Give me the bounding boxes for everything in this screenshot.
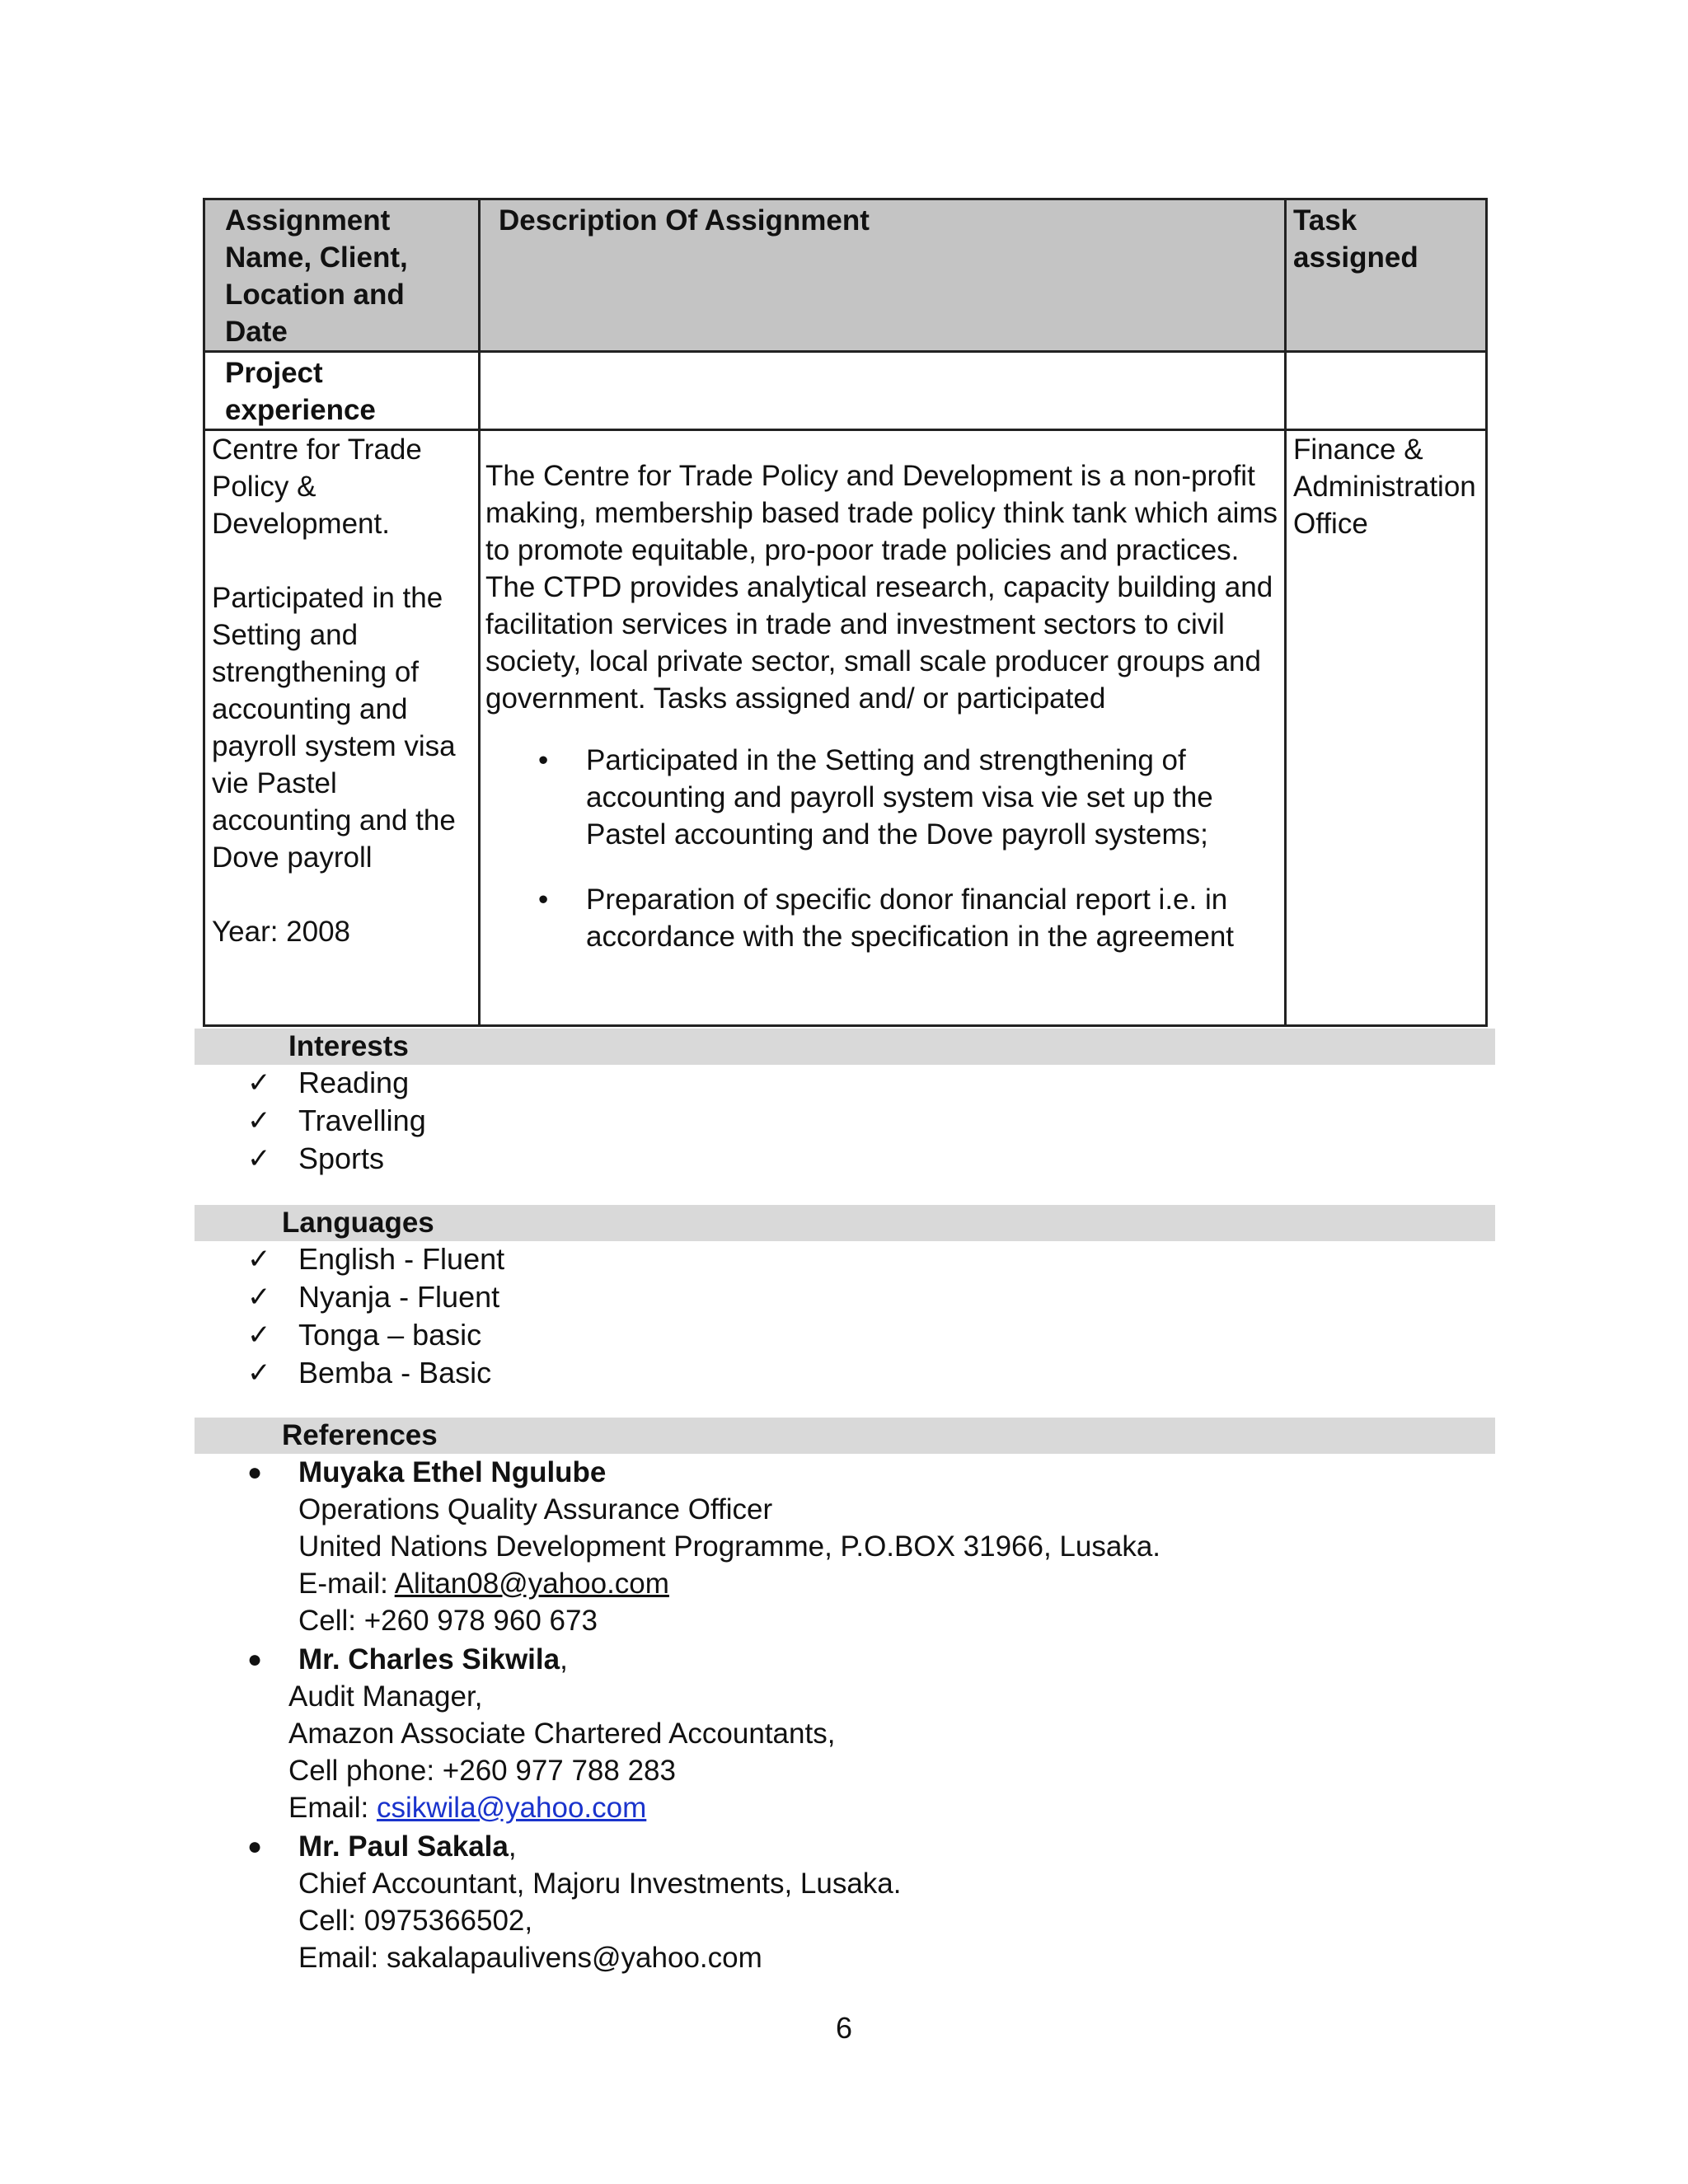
empty-cell <box>1286 352 1487 430</box>
task-text: Finance & Administration Office <box>1293 434 1476 540</box>
bullet-icon: ● <box>247 1833 263 1860</box>
languages-heading-bar <box>195 1205 1495 1241</box>
reference-title: Audit Manager, <box>288 1680 483 1713</box>
page-number: 6 <box>835 2011 853 2045</box>
checkmark-icon: ✓ <box>247 1319 271 1351</box>
description-text: The Centre for Trade Policy and Development is a non-profit making, membership based trade policy think tank which aims to promote equitable, pro-poor trade policies and practices. The CTPD provides analytical research, capacity building and facilitation services in trade and investment sectors to civil society, local private sector, small scale producer groups and government. Tasks assigned and/ or participated <box>485 460 1278 715</box>
project-experience-label: Project experience <box>225 357 376 426</box>
task-bullet-list <box>485 742 1279 955</box>
reference-entry: ● Mr. Paul Sakala, Chief Accountant, Majoru Investments, Lusaka. Cell: 0975366502, Email: sakalapaulivens@yahoo.com <box>247 1828 1160 1976</box>
description-cell <box>480 430 1286 1026</box>
list-item: ✓ Bemba - Basic <box>247 1354 504 1392</box>
interests-list <box>247 1064 426 1178</box>
bullet-icon: • <box>538 744 549 776</box>
assignment-cell <box>204 430 480 1026</box>
table-row <box>204 430 1487 1026</box>
reference-entry: ● Mr. Charles Sikwila, Audit Manager, Amazon Associate Chartered Accountants, Cell phone: +260 977 788 283 Email: csikwila@yahoo.com <box>247 1641 1160 1826</box>
checkmark-icon: ✓ <box>247 1244 271 1275</box>
header-description-cell <box>480 199 1286 352</box>
bullet-icon: • <box>538 883 549 916</box>
header-description: Description Of Assignment <box>499 204 870 237</box>
list-item: ✓ Nyanja - Fluent <box>247 1278 504 1316</box>
checkmark-icon: ✓ <box>247 1143 271 1174</box>
list-item: ✓ Reading <box>247 1064 426 1102</box>
reference-title: Operations Quality Assurance Officer <box>298 1493 773 1526</box>
table-header-row <box>204 199 1487 352</box>
project-experience-cell <box>204 352 480 430</box>
list-item: ✓ Travelling <box>247 1102 426 1140</box>
references-heading-bar <box>195 1418 1495 1454</box>
assignment-text: Centre for Trade Policy & Development. Participated in the Setting and strengthening of accounting and payroll system visa vie Pastel accounting and the Dove payroll Year: 2008 <box>212 434 456 948</box>
header-assignment-cell <box>204 199 480 352</box>
references-heading: References <box>282 1419 438 1451</box>
checkmark-icon: ✓ <box>247 1067 271 1099</box>
reference-email: Email: sakalapaulivens@yahoo.com <box>298 1942 762 1974</box>
reference-org: United Nations Development Programme, P.O.BOX 31966, Lusaka. <box>298 1530 1161 1563</box>
languages-heading: Languages <box>282 1207 434 1239</box>
list-item: • Preparation of specific donor financial report i.e. in accordance with the specification in the agreement <box>485 881 1279 955</box>
reference-entry <box>247 1454 1160 1639</box>
list-item: • Participated in the Setting and strengthening of accounting and payroll system visa vie set up the Pastel accounting and the Dove payroll systems; <box>485 742 1279 853</box>
header-assignment: Assignment Name, Client, Location and Date <box>225 204 408 348</box>
reference-org: Amazon Associate Chartered Accountants, <box>288 1718 836 1750</box>
list-item: ✓ English - Fluent <box>247 1240 504 1278</box>
reference-name: Mr. Charles Sikwila <box>298 1643 560 1675</box>
reference-email-line: Email: csikwila@yahoo.com <box>288 1792 647 1824</box>
reference-title: Chief Accountant, Majoru Investments, Lusaka. <box>298 1868 902 1900</box>
reference-cell: Cell: +260 978 960 673 <box>298 1605 598 1637</box>
email-link[interactable]: Alitan08@yahoo.com <box>394 1568 669 1600</box>
email-link[interactable]: csikwila@yahoo.com <box>376 1792 647 1824</box>
reference-cell: Cell phone: +260 977 788 283 <box>288 1755 676 1787</box>
reference-name: Mr. Paul Sakala <box>298 1830 509 1863</box>
empty-cell <box>480 352 1286 430</box>
list-item: ✓ Tonga – basic <box>247 1316 504 1354</box>
languages-list <box>247 1240 504 1392</box>
task-cell <box>1286 430 1487 1026</box>
bullet-icon: ● <box>247 1646 263 1673</box>
project-experience-row <box>204 352 1487 430</box>
list-item: ✓ Sports <box>247 1140 426 1178</box>
checkmark-icon: ✓ <box>247 1357 271 1389</box>
bullet-icon: ● <box>247 1459 263 1486</box>
reference-email-line: E-mail: Alitan08@yahoo.com <box>298 1568 669 1600</box>
interests-heading: Interests <box>288 1030 409 1062</box>
reference-name: Muyaka Ethel Ngulube <box>298 1456 607 1488</box>
checkmark-icon: ✓ <box>247 1105 271 1137</box>
interests-heading-bar <box>195 1029 1495 1065</box>
references-list <box>247 1454 1160 1976</box>
assignment-table <box>203 198 1488 1027</box>
checkmark-icon: ✓ <box>247 1282 271 1313</box>
header-task: Task assigned <box>1293 204 1418 274</box>
header-task-cell <box>1286 199 1487 352</box>
reference-cell: Cell: 0975366502, <box>298 1905 533 1937</box>
